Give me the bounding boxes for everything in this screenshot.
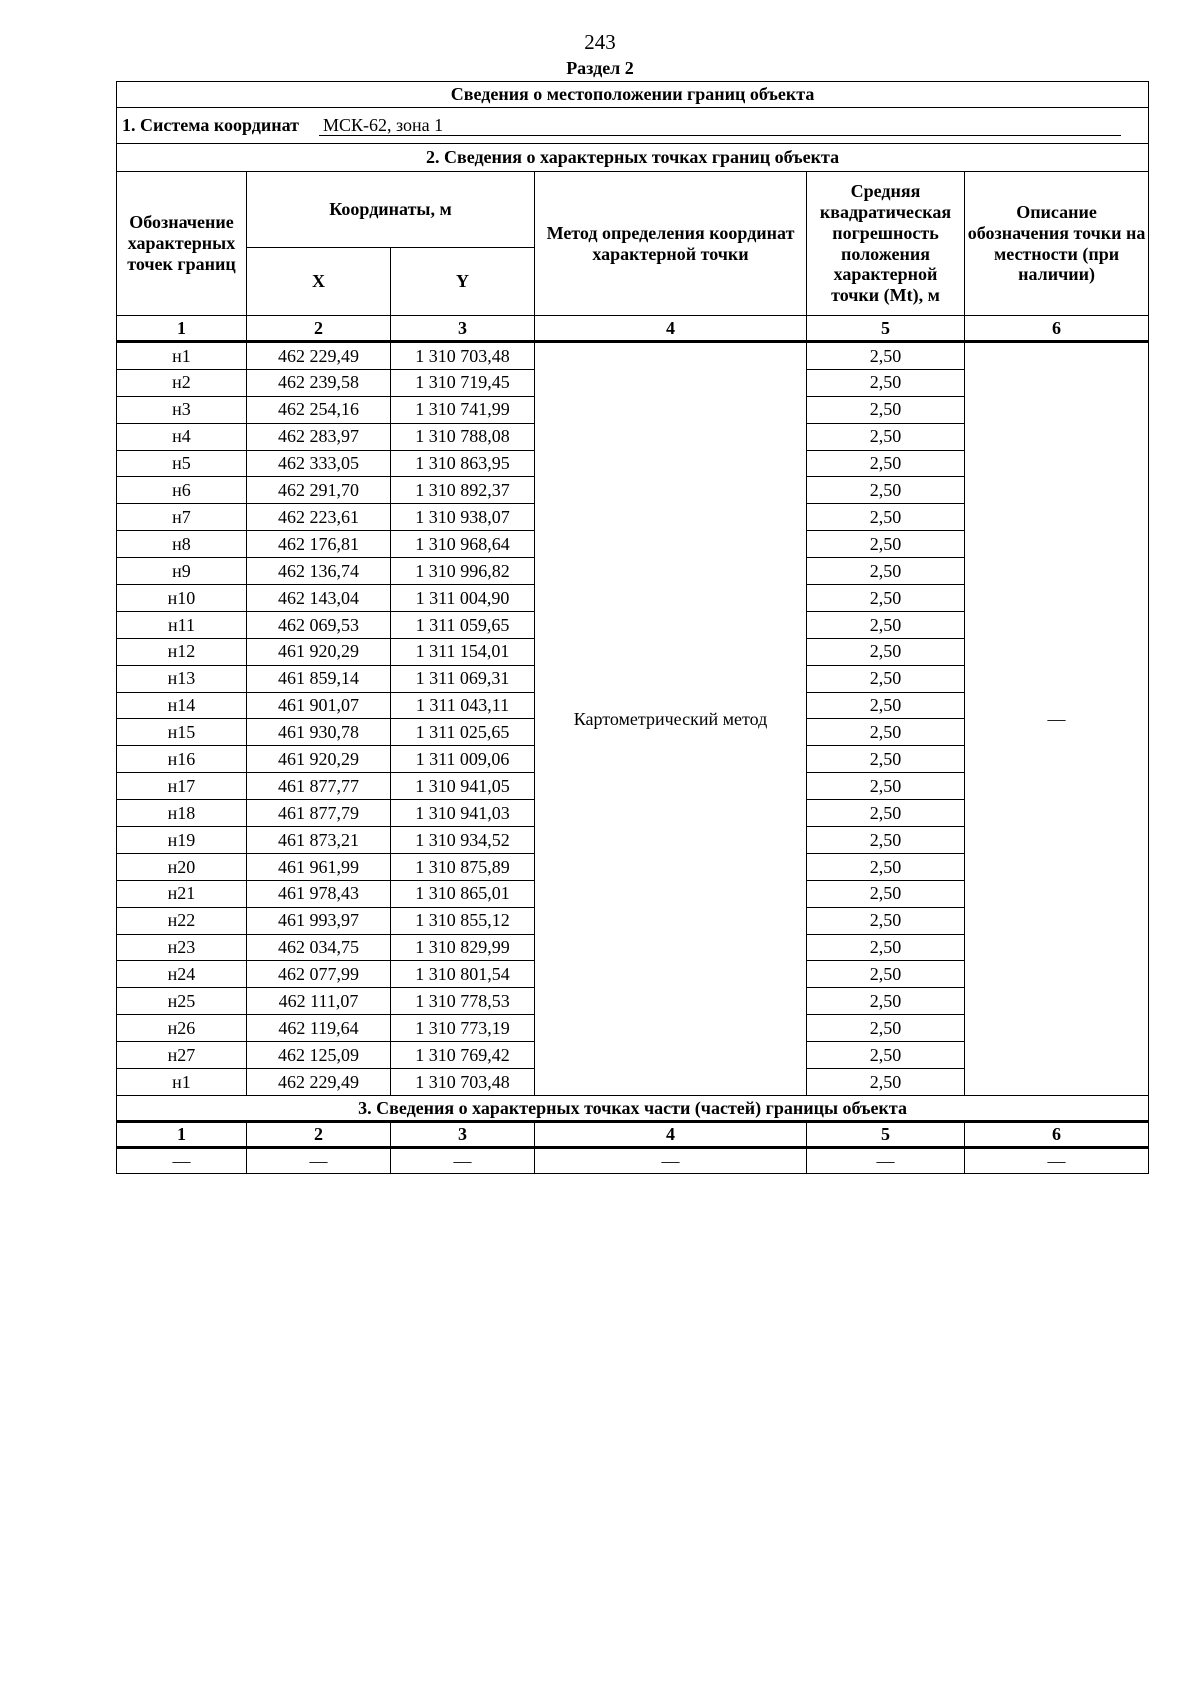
- point-mt: 2,50: [807, 880, 965, 907]
- point-x: 462 077,99: [247, 961, 391, 988]
- parts-cell: —: [117, 1147, 247, 1173]
- point-y: 1 311 059,65: [391, 611, 535, 638]
- point-mt: 2,50: [807, 477, 965, 504]
- point-mt: 2,50: [807, 504, 965, 531]
- point-x: 461 901,07: [247, 692, 391, 719]
- point-name: н12: [117, 638, 247, 665]
- point-mt: 2,50: [807, 450, 965, 477]
- point-x: 462 333,05: [247, 450, 391, 477]
- point-mt: 2,50: [807, 988, 965, 1015]
- point-y: 1 310 938,07: [391, 504, 535, 531]
- point-name: н17: [117, 773, 247, 800]
- point-y: 1 310 863,95: [391, 450, 535, 477]
- point-mt: 2,50: [807, 800, 965, 827]
- parts-cell: —: [247, 1147, 391, 1173]
- point-x: 462 223,61: [247, 504, 391, 531]
- point-x: 462 229,49: [247, 1069, 391, 1096]
- point-y: 1 310 875,89: [391, 853, 535, 880]
- point-y: 1 310 968,64: [391, 531, 535, 558]
- point-x: 461 920,29: [247, 746, 391, 773]
- point-mt: 2,50: [807, 934, 965, 961]
- point-name: н18: [117, 800, 247, 827]
- parts-cell: —: [965, 1147, 1149, 1173]
- point-name: н13: [117, 665, 247, 692]
- point-y: 1 310 996,82: [391, 558, 535, 585]
- section-title: Раздел 2: [566, 58, 634, 78]
- point-x: 462 229,49: [247, 342, 391, 370]
- point-mt: 2,50: [807, 746, 965, 773]
- point-x: 462 119,64: [247, 1015, 391, 1042]
- point-name: н27: [117, 1042, 247, 1069]
- point-y: 1 310 769,42: [391, 1042, 535, 1069]
- point-mt: 2,50: [807, 692, 965, 719]
- point-x: 461 993,97: [247, 907, 391, 934]
- point-mt: 2,50: [807, 369, 965, 396]
- point-name: н7: [117, 504, 247, 531]
- point-name: н6: [117, 477, 247, 504]
- point-mt: 2,50: [807, 961, 965, 988]
- point-y: 1 311 004,90: [391, 585, 535, 612]
- point-y: 1 310 855,12: [391, 907, 535, 934]
- point-x: 462 283,97: [247, 423, 391, 450]
- point-name: н22: [117, 907, 247, 934]
- parts-column-number: 3: [391, 1121, 535, 1147]
- coordinate-system-label: 1. Система координат: [122, 114, 299, 135]
- point-x: 461 961,99: [247, 853, 391, 880]
- point-mt: 2,50: [807, 558, 965, 585]
- point-x: 461 877,77: [247, 773, 391, 800]
- point-name: н10: [117, 585, 247, 612]
- point-name: н1: [117, 1069, 247, 1096]
- point-name: н3: [117, 396, 247, 423]
- point-y: 1 310 865,01: [391, 880, 535, 907]
- point-mt: 2,50: [807, 665, 965, 692]
- header-designation: Обозначение характерных точек границ: [117, 172, 247, 316]
- header-method: Метод определения координат характерной точки: [535, 172, 807, 316]
- point-y: 1 311 025,65: [391, 719, 535, 746]
- point-name: н16: [117, 746, 247, 773]
- column-number: 3: [391, 316, 535, 342]
- method-cell: Картометрический метод: [535, 342, 807, 1096]
- header-y: Y: [391, 248, 535, 316]
- point-name: н26: [117, 1015, 247, 1042]
- parts-cell: —: [535, 1147, 807, 1173]
- point-y: 1 310 941,03: [391, 800, 535, 827]
- point-x: 462 125,09: [247, 1042, 391, 1069]
- point-mt: 2,50: [807, 773, 965, 800]
- point-y: 1 310 941,05: [391, 773, 535, 800]
- column-number: 1: [117, 316, 247, 342]
- point-mt: 2,50: [807, 1015, 965, 1042]
- point-name: н9: [117, 558, 247, 585]
- point-name: н4: [117, 423, 247, 450]
- point-x: 462 034,75: [247, 934, 391, 961]
- point-name: н23: [117, 934, 247, 961]
- parts-cell: —: [391, 1147, 535, 1173]
- point-name: н1: [117, 342, 247, 370]
- point-mt: 2,50: [807, 1069, 965, 1096]
- description-cell: —: [965, 342, 1149, 1096]
- point-name: н8: [117, 531, 247, 558]
- parts-column-number: 6: [965, 1121, 1149, 1147]
- point-mt: 2,50: [807, 423, 965, 450]
- point-y: 1 311 069,31: [391, 665, 535, 692]
- point-mt: 2,50: [807, 638, 965, 665]
- point-y: 1 310 773,19: [391, 1015, 535, 1042]
- point-y: 1 310 892,37: [391, 477, 535, 504]
- point-y: 1 310 719,45: [391, 369, 535, 396]
- column-number: 2: [247, 316, 391, 342]
- point-x: 461 873,21: [247, 827, 391, 854]
- point-name: н11: [117, 611, 247, 638]
- point-x: 462 143,04: [247, 585, 391, 612]
- point-name: н14: [117, 692, 247, 719]
- point-x: 461 920,29: [247, 638, 391, 665]
- point-mt: 2,50: [807, 827, 965, 854]
- header-x: X: [247, 248, 391, 316]
- table-row: [117, 342, 1149, 370]
- point-y: 1 310 703,48: [391, 342, 535, 370]
- column-number: 5: [807, 316, 965, 342]
- parts-column-number: 2: [247, 1121, 391, 1147]
- point-name: н24: [117, 961, 247, 988]
- point-y: 1 310 741,99: [391, 396, 535, 423]
- coordinate-system-row: [117, 108, 1149, 144]
- parts-column-number: 1: [117, 1121, 247, 1147]
- point-y: 1 310 703,48: [391, 1069, 535, 1096]
- parts-cell: —: [807, 1147, 965, 1173]
- point-y: 1 310 778,53: [391, 988, 535, 1015]
- point-y: 1 310 934,52: [391, 827, 535, 854]
- point-x: 461 859,14: [247, 665, 391, 692]
- point-y: 1 310 829,99: [391, 934, 535, 961]
- point-name: н20: [117, 853, 247, 880]
- header-error: Средняя квадратическая погрешность положения характерной точки (Mt), м: [807, 172, 965, 316]
- point-x: 461 877,79: [247, 800, 391, 827]
- parts-column-number: 5: [807, 1121, 965, 1147]
- point-x: 462 069,53: [247, 611, 391, 638]
- column-number: 6: [965, 316, 1149, 342]
- point-mt: 2,50: [807, 585, 965, 612]
- point-name: н5: [117, 450, 247, 477]
- point-x: 462 239,58: [247, 369, 391, 396]
- point-name: н15: [117, 719, 247, 746]
- point-y: 1 311 043,11: [391, 692, 535, 719]
- boundary-table: [116, 81, 1149, 1174]
- parts-column-number: 4: [535, 1121, 807, 1147]
- point-mt: 2,50: [807, 611, 965, 638]
- point-y: 1 310 801,54: [391, 961, 535, 988]
- header-coordinates: Координаты, м: [247, 172, 535, 248]
- point-x: 462 176,81: [247, 531, 391, 558]
- point-name: н21: [117, 880, 247, 907]
- table-title: Сведения о местоположении границ объекта: [117, 82, 1149, 108]
- point-name: н25: [117, 988, 247, 1015]
- point-mt: 2,50: [807, 719, 965, 746]
- point-mt: 2,50: [807, 531, 965, 558]
- point-y: 1 310 788,08: [391, 423, 535, 450]
- point-mt: 2,50: [807, 342, 965, 370]
- point-name: н19: [117, 827, 247, 854]
- header-description: Описание обозначения точки на местности (при наличии): [965, 172, 1149, 316]
- point-x: 462 254,16: [247, 396, 391, 423]
- point-mt: 2,50: [807, 907, 965, 934]
- page-number: 243: [584, 30, 616, 54]
- point-mt: 2,50: [807, 853, 965, 880]
- point-y: 1 311 154,01: [391, 638, 535, 665]
- points-section-title: 2. Сведения о характерных точках границ объекта: [117, 144, 1149, 172]
- point-x: 462 111,07: [247, 988, 391, 1015]
- point-x: 461 978,43: [247, 880, 391, 907]
- point-name: н2: [117, 369, 247, 396]
- point-x: 462 291,70: [247, 477, 391, 504]
- parts-section-title: 3. Сведения о характерных точках части (частей) границы объекта: [117, 1095, 1149, 1121]
- column-number: 4: [535, 316, 807, 342]
- point-mt: 2,50: [807, 396, 965, 423]
- coordinate-system-value: МСК-62, зона 1: [319, 115, 1121, 137]
- point-x: 462 136,74: [247, 558, 391, 585]
- point-x: 461 930,78: [247, 719, 391, 746]
- point-mt: 2,50: [807, 1042, 965, 1069]
- point-y: 1 311 009,06: [391, 746, 535, 773]
